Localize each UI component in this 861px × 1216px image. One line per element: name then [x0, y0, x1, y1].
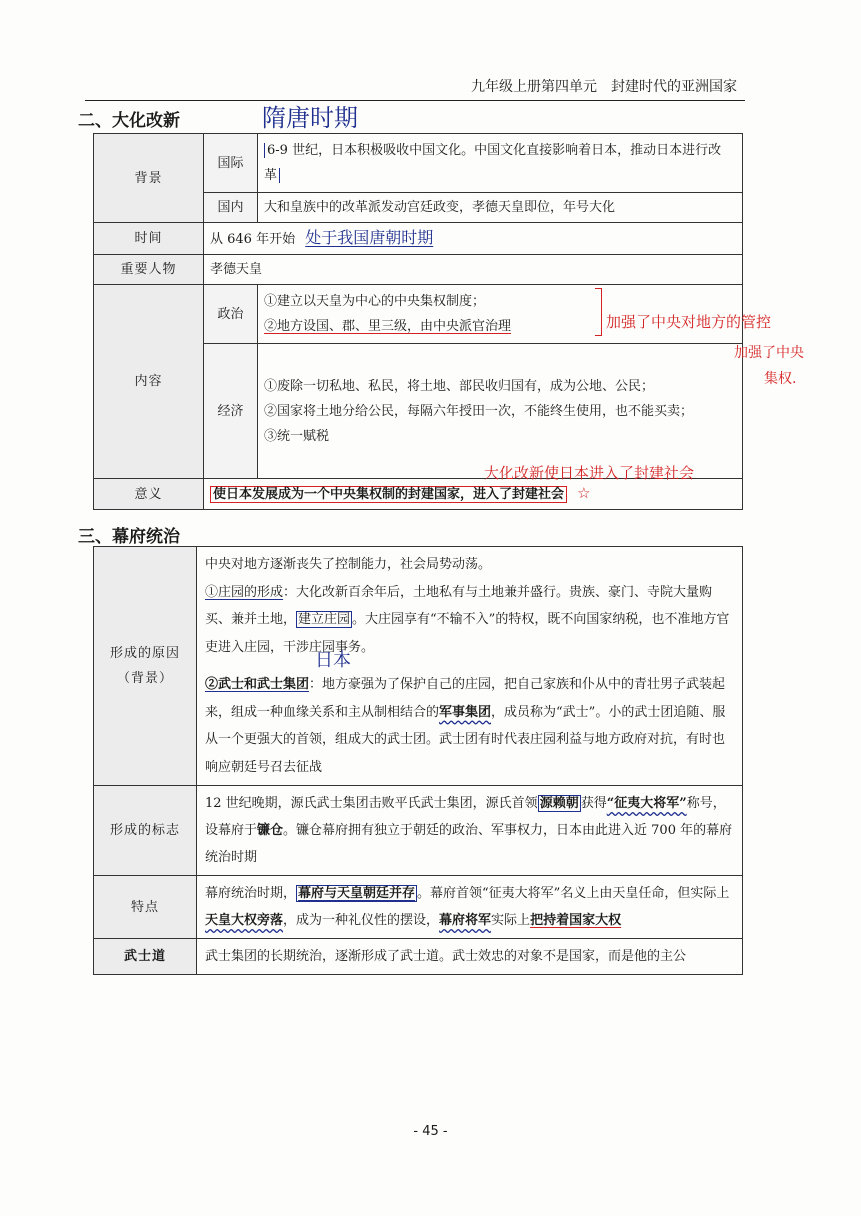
shogunate-table	[93, 546, 743, 975]
row-label-significance: 意义	[94, 479, 204, 510]
handwritten-note-sui-tang: 隋唐时期	[262, 104, 358, 132]
page-header: 九年级上册第四单元 封建时代的亚洲国家	[85, 76, 745, 101]
time-text: 从 646 年开始 处于我国唐朝时期	[204, 223, 743, 255]
handwritten-note-central-control: 加强了中央对地方的管控	[606, 313, 772, 331]
sign-text: 12 世纪晚期，源氏武士集团击败平氏武士集团，源氏首领 源赖朝 获得“征夷大将军”称号，设幕府于镰仓。镰仓幕府拥有独立于朝廷的政治、军事权力，日本由此进入近 700 年的幕府统治时期	[197, 786, 743, 876]
row-label-international: 国际	[204, 134, 258, 193]
section-title-shogunate: 三、幕府统治	[78, 527, 180, 547]
handwritten-note-feudal-society: 大化改新使日本进入了封建社会	[484, 464, 695, 482]
page-number: - 45 -	[413, 1124, 448, 1139]
handwritten-note-centralization-2: 集权.	[764, 371, 797, 387]
row-label-key-person: 重要人物	[94, 255, 204, 285]
domestic-background-text: 大和皇族中的改革派发动宫廷政变，孝德天皇即位，年号大化	[258, 193, 743, 223]
key-person-text: 孝德天皇	[204, 255, 743, 285]
row-label-background: 背景	[94, 134, 204, 223]
row-label-reasons: 形成的原因 （背景）	[94, 547, 197, 786]
features-text: 幕府统治时期， 幕府与天皇朝廷并存 。幕府首领“征夷大将军”名义上由天皇任命，但实际上天皇大权旁落，成为一种礼仪性的摆设，幕府将军实际上把持着国家大权	[197, 876, 743, 939]
row-label-domestic: 国内	[204, 193, 258, 223]
handwritten-note-tang: 处于我国唐朝时期	[305, 228, 434, 247]
row-label-politics: 政治	[204, 285, 258, 344]
handwritten-note-centralization-1: 加强了中央	[734, 345, 804, 361]
section-title-taika-reform: 二、大化改新	[78, 111, 180, 131]
handwritten-note-japan: 日本	[315, 650, 351, 671]
row-label-economy: 经济	[204, 344, 258, 479]
row-label-time: 时间	[94, 223, 204, 255]
row-label-features: 特点	[94, 876, 197, 939]
significance-text: 使日本发展成为一个中央集权制的封建国家，进入了封建社会 ☆	[204, 479, 743, 510]
politics-text: ①建立以天皇为中心的中央集权制度； ②地方设国、郡、里三级，由中央派官治理	[258, 285, 743, 344]
row-label-bushido: 武士道	[94, 939, 197, 975]
row-label-content: 内容	[94, 285, 204, 479]
row-label-sign: 形成的标志	[94, 786, 197, 876]
economy-text: ①废除一切私地、私民，将土地、部民收归国有，成为公地、公民； ②国家将土地分给公民，每隔六年授田一次，不能终生使用，也不能买卖； ③统一赋税	[258, 344, 743, 479]
star-mark: ☆	[577, 484, 591, 502]
reasons-text: 中央对地方逐渐丧失了控制能力，社会局势动荡。 ①庄园的形成：大化改新百余年后，土地私有与土地兼并盛行。贵族、豪门、寺院大量购买、兼并土地， 建立庄园 。大庄园享有“不输不入”的特权，既不向国家纳税，也不准地方官吏进入庄园，干涉庄园事务。 日本 ②武士和武士集团：地方豪强为了保护自己的庄园，把自己家族和仆从中的青壮男子武装起来，组成一种血缘关系和主从制相结合的军事集团，成员称为“武士”。小的武士团追随、服从一个更强大的首领，组成大的武士团。武士团有时代表庄园利益与地方政府对抗，有时也响应朝廷号召去征战	[197, 547, 743, 786]
international-background-text: 6-9 世纪，日本积极吸收中国文化。中国文化直接影响着日本，推动日本进行改革	[258, 134, 743, 193]
bushido-text: 武士集团的长期统治，逐渐形成了武士道。武士效忠的对象不是国家，而是他的主公	[197, 939, 743, 975]
politics-bracket	[595, 288, 602, 336]
